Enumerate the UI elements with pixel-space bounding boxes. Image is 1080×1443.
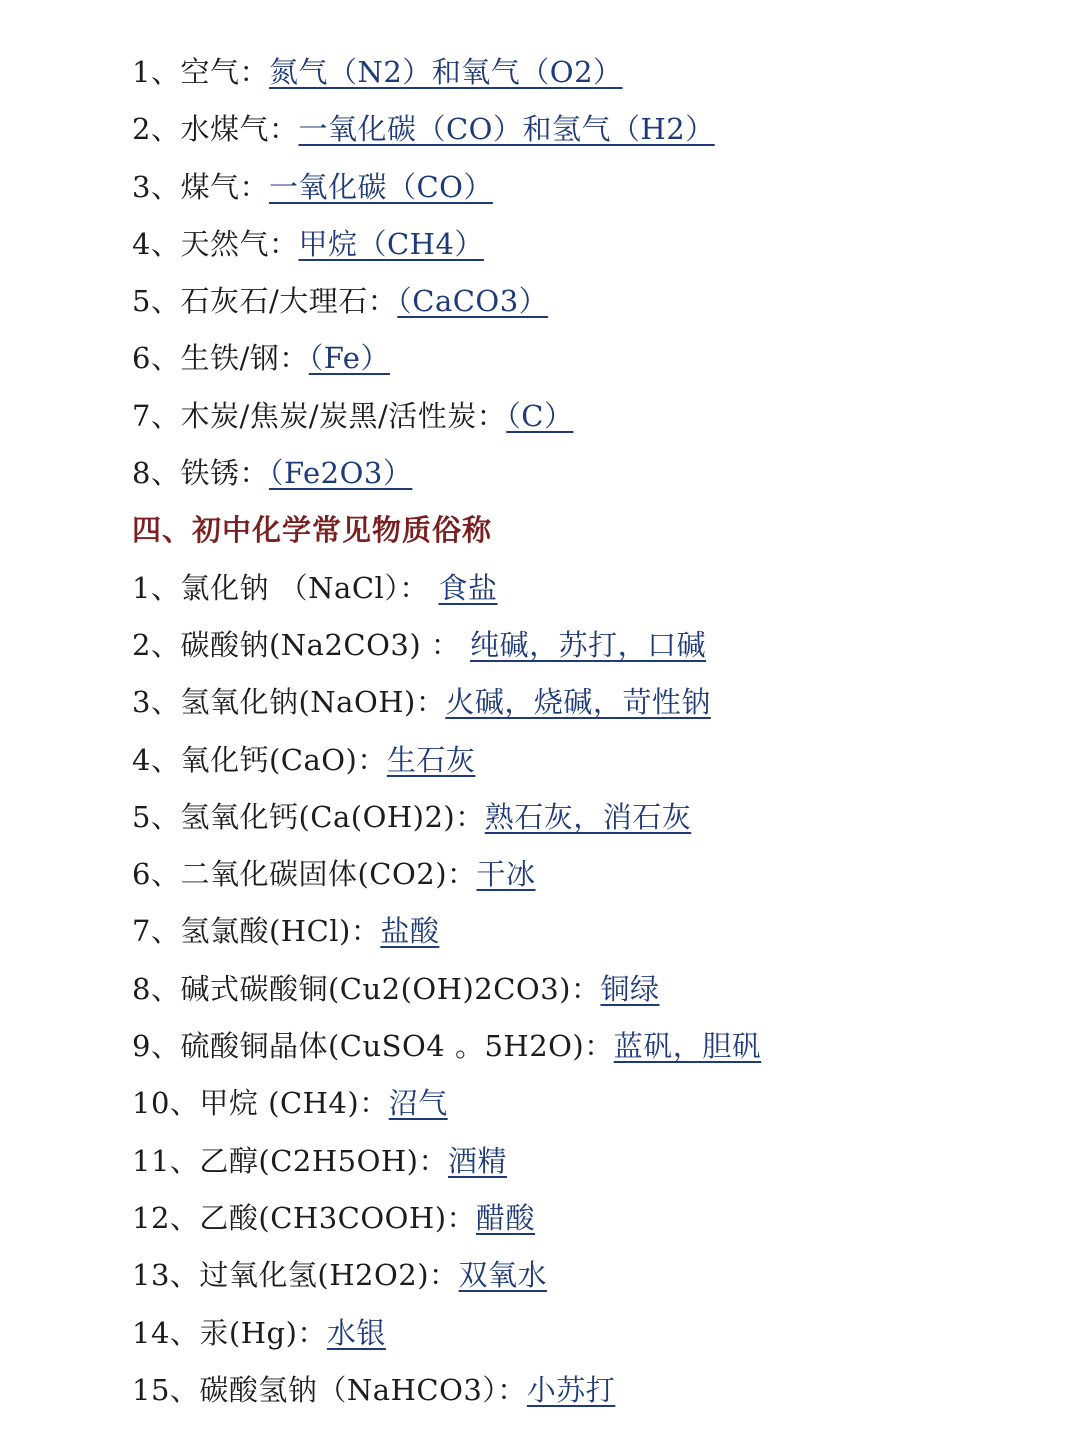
item-separator: 、 xyxy=(150,799,181,834)
item-answer: （Fe2O3） xyxy=(268,456,413,491)
item-answer: 蓝矾，胆矾 xyxy=(613,1029,762,1064)
list-item xyxy=(132,674,1052,731)
item-separator: 、 xyxy=(169,1086,200,1121)
item-separator: 、 xyxy=(150,341,181,376)
item-term: 甲烷 (CH4)： xyxy=(199,1086,389,1121)
item-separator: 、 xyxy=(169,1315,200,1350)
item-number: 13 xyxy=(132,1258,170,1293)
item-answer: 熟石灰，消石灰 xyxy=(484,799,692,834)
item-separator: 、 xyxy=(169,1143,200,1178)
item-term: 水煤气： xyxy=(180,112,299,147)
item-separator: 、 xyxy=(150,55,181,89)
item-term: 乙酸(CH3COOH)： xyxy=(199,1200,477,1235)
item-answer: 火碱，烧碱，苛性钠 xyxy=(445,685,711,720)
item-term: 碱式碳酸铜(Cu2(OH)2CO3)： xyxy=(180,971,601,1006)
section-heading: 四、初中化学常见物质俗称 xyxy=(132,513,493,548)
item-term: 氯化钠 （NaCl）： xyxy=(180,570,439,605)
item-separator: 、 xyxy=(150,284,181,319)
item-number: 5 xyxy=(132,284,151,319)
list-item xyxy=(132,388,1052,445)
item-term: 氧化钙(CaO)： xyxy=(180,742,387,777)
item-number: 10 xyxy=(132,1086,170,1121)
item-number: 4 xyxy=(132,742,151,777)
item-separator: 、 xyxy=(150,627,181,662)
item-answer: 食盐 xyxy=(438,570,498,605)
item-number: 9 xyxy=(132,1029,151,1064)
item-separator: 、 xyxy=(150,742,181,777)
item-answer: 甲烷（CH4） xyxy=(298,226,484,261)
item-term: 氢氧化钙(Ca(OH)2)： xyxy=(180,799,485,834)
item-separator: 、 xyxy=(169,1372,200,1407)
item-term: 氢氧化钠(NaOH)： xyxy=(180,685,446,720)
item-number: 3 xyxy=(132,169,151,204)
item-number: 8 xyxy=(132,456,151,491)
item-number: 8 xyxy=(132,971,151,1006)
item-number: 11 xyxy=(132,1143,170,1178)
item-term: 木炭/焦炭/炭黑/活性炭： xyxy=(180,398,507,433)
item-answer: 一氧化碳（CO） xyxy=(268,169,493,204)
list-item xyxy=(132,445,1052,502)
item-separator: 、 xyxy=(150,685,181,720)
list-item xyxy=(132,1190,1052,1247)
list-item xyxy=(132,44,1052,101)
item-number: 15 xyxy=(132,1372,170,1407)
item-answer: 沼气 xyxy=(388,1086,448,1121)
item-number: 12 xyxy=(132,1200,170,1235)
item-separator: 、 xyxy=(150,570,181,605)
list-item xyxy=(132,617,1052,674)
item-term: 汞(Hg)： xyxy=(199,1315,327,1350)
list-item xyxy=(132,560,1052,617)
item-answer: （CaCO3） xyxy=(397,284,549,319)
item-separator: 、 xyxy=(150,112,181,147)
item-answer: 盐酸 xyxy=(380,914,440,949)
item-number: 14 xyxy=(132,1315,170,1350)
list-item xyxy=(132,961,1052,1018)
list-item xyxy=(132,1133,1052,1190)
list-item xyxy=(132,789,1052,846)
item-separator: 、 xyxy=(150,1029,181,1064)
list-item xyxy=(132,732,1052,789)
item-number: 1 xyxy=(132,55,151,89)
item-answer: 氮气（N2）和氧气（O2） xyxy=(268,55,623,89)
item-separator: 、 xyxy=(169,1258,200,1293)
item-separator: 、 xyxy=(150,914,181,949)
item-number: 7 xyxy=(132,398,151,433)
item-answer: 醋酸 xyxy=(476,1200,536,1235)
item-answer: 铜绿 xyxy=(600,971,660,1006)
list-item xyxy=(132,1075,1052,1132)
list-item xyxy=(132,101,1052,158)
list-item xyxy=(132,330,1052,387)
item-term: 煤气： xyxy=(180,169,269,204)
document-content xyxy=(132,44,1052,1419)
item-term: 碳酸钠(Na2CO3) ： xyxy=(180,627,471,662)
item-separator: 、 xyxy=(150,226,181,261)
list-item xyxy=(132,1305,1052,1362)
item-answer: 酒精 xyxy=(448,1143,508,1178)
item-term: 二氧化碳固体(CO2)： xyxy=(180,857,477,892)
item-term: 硫酸铜晶体(CuSO4 。5H2O)： xyxy=(180,1029,614,1064)
item-answer: 小苏打 xyxy=(526,1372,616,1407)
item-term: 过氧化氢(H2O2)： xyxy=(199,1258,459,1293)
item-number: 6 xyxy=(132,857,151,892)
item-number: 2 xyxy=(132,112,151,147)
item-term: 天然气： xyxy=(180,226,299,261)
item-number: 3 xyxy=(132,685,151,720)
item-term: 乙醇(C2H5OH)： xyxy=(199,1143,448,1178)
item-term: 氢氯酸(HCl)： xyxy=(180,914,381,949)
item-separator: 、 xyxy=(150,456,181,491)
list-item xyxy=(132,1247,1052,1304)
list-item xyxy=(132,216,1052,273)
item-answer: 生石灰 xyxy=(386,742,476,777)
item-term: 铁锈： xyxy=(180,456,269,491)
item-term: 碳酸氢钠（NaHCO3）： xyxy=(199,1372,527,1407)
item-separator: 、 xyxy=(150,857,181,892)
item-separator: 、 xyxy=(150,169,181,204)
item-separator: 、 xyxy=(169,1200,200,1235)
item-number: 6 xyxy=(132,341,151,376)
item-answer: （Fe） xyxy=(308,341,390,376)
list-item xyxy=(132,159,1052,216)
item-answer: 干冰 xyxy=(476,857,536,892)
item-number: 4 xyxy=(132,226,151,261)
item-term: 生铁/钢： xyxy=(180,341,309,376)
item-number: 5 xyxy=(132,799,151,834)
item-answer: （C） xyxy=(506,398,574,433)
item-number: 2 xyxy=(132,627,151,662)
item-answer: 水银 xyxy=(326,1315,386,1350)
item-number: 7 xyxy=(132,914,151,949)
list-item xyxy=(132,1018,1052,1075)
list-item xyxy=(132,1362,1052,1419)
item-term: 空气： xyxy=(180,55,269,89)
item-separator: 、 xyxy=(150,398,181,433)
item-number: 1 xyxy=(132,570,151,605)
item-answer: 双氧水 xyxy=(458,1258,548,1293)
item-answer: 一氧化碳（CO）和氢气（H2） xyxy=(298,112,715,147)
list-item xyxy=(132,903,1052,960)
item-answer: 纯碱，苏打，口碱 xyxy=(470,627,707,662)
list-item xyxy=(132,846,1052,903)
list-item xyxy=(132,273,1052,330)
item-term: 石灰石/大理石： xyxy=(180,284,398,319)
item-separator: 、 xyxy=(150,971,181,1006)
